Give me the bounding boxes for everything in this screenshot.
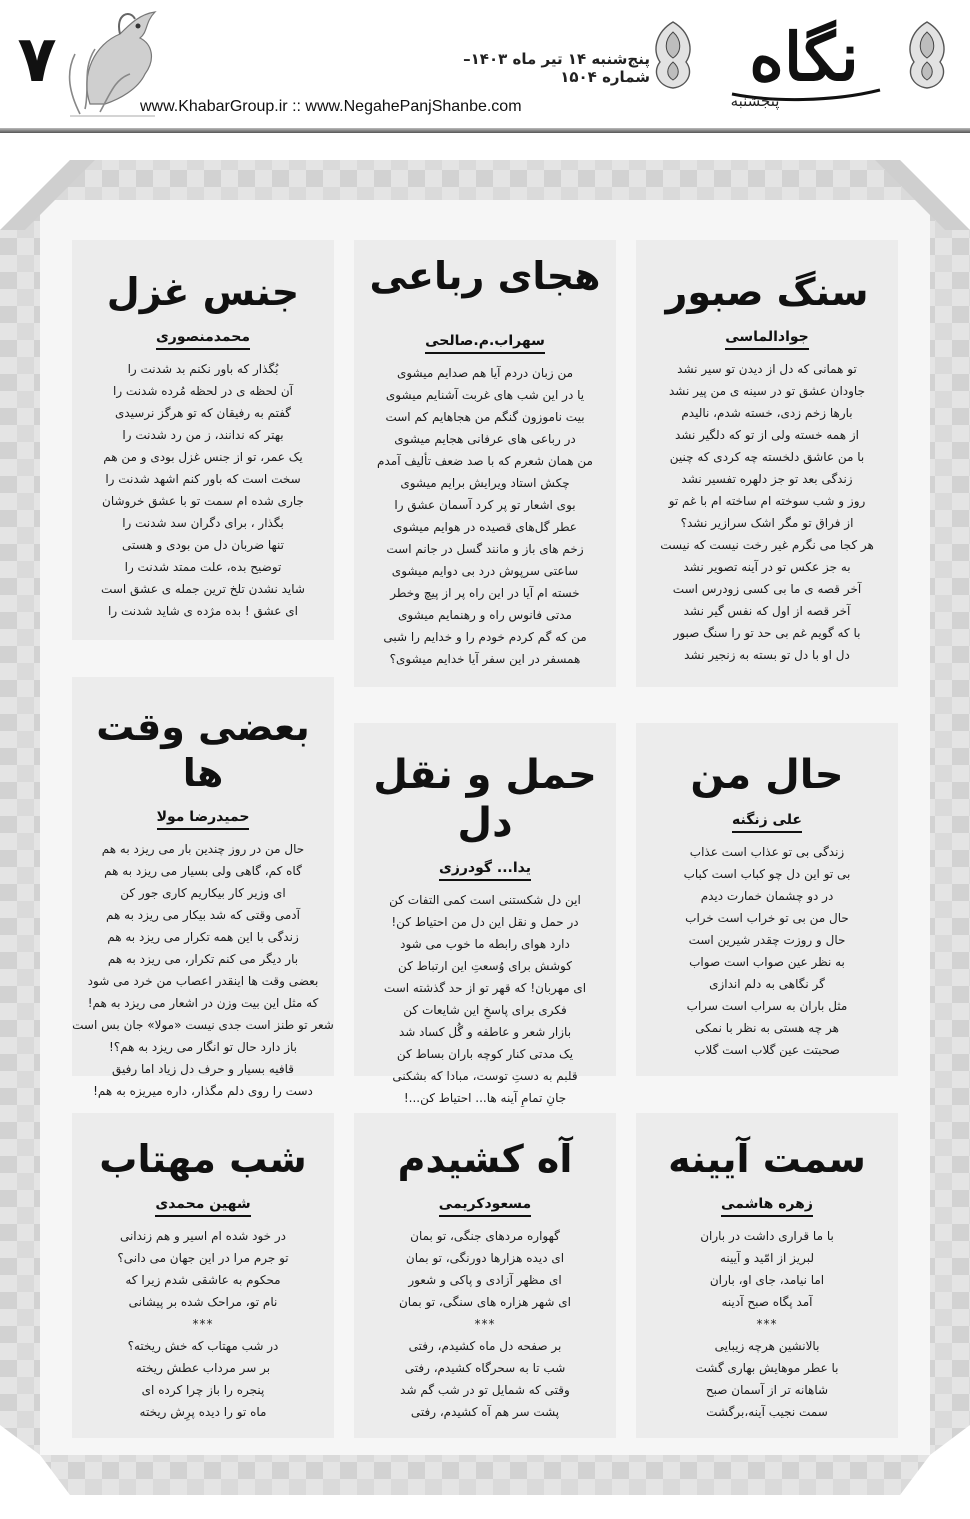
poem-card-ah-keshidam: [354, 1113, 616, 1438]
poem-card-jens-ghazal: [72, 240, 334, 640]
poem-line: ای شهر هزاره های سنگی، تو بمان: [398, 1294, 572, 1309]
poem-author: حمیدرضا مولا: [157, 809, 250, 830]
poem-line: من که گم کردم خودم را و خدایم را شبی: [383, 629, 587, 644]
poem-line: تنها ضربان دل من بودی و هستی: [121, 537, 284, 552]
poem-line: در دو چشمان خمارت دیدم: [700, 889, 834, 903]
poem-line: بهتر که ندانند، ز من رد شدنت را: [122, 427, 284, 442]
poem-line: شعر تو طنز است جدی نیست «مولا» جان بس است: [72, 1018, 334, 1033]
poem-line: در خود شده ام اسیر و هم زندانی: [119, 1228, 287, 1243]
poem-line: جاودان عشق تو در سینه ی من پیر نشد: [668, 383, 866, 398]
poem-line: قلبم به دستِ توست، مبادا که بشکنی: [392, 1069, 578, 1083]
poem-card-bazi-vaght-ha: [72, 677, 334, 1099]
poem-title: سنگ صبور: [665, 270, 869, 314]
poem-line: جاری شده ام سمت تو با عشق خروشان: [102, 493, 304, 508]
poem-line: جانِ تمامِ آینه ها... احتیاط کن...!: [403, 1091, 567, 1105]
stanza-separator: ***: [192, 1316, 214, 1331]
page-header: [0, 0, 970, 135]
header-divider: [0, 128, 970, 133]
poem-line: گر نگاهی به دلم اندازی: [709, 977, 825, 991]
poem-author: جوادالماسی: [725, 329, 808, 350]
poem-author: زهره هاشمی: [721, 1196, 813, 1217]
poem-line: یک مدتی کنار کوچه باران بساط کن: [396, 1047, 574, 1061]
poem-line: ماه تو را دیده پرِش ریخته: [139, 1404, 267, 1419]
poem-line: بر صفحه دل ماه کشیدم، رفتی: [408, 1338, 562, 1353]
poem-author: یدا... گودرزی: [439, 860, 531, 881]
poem-line: آمد پگاه صبح آدینه: [721, 1294, 813, 1309]
poem-line: من همان شعرم که با صد ضعف تألیف آمدم: [377, 453, 593, 468]
poem-title: حمل و نقل دل: [373, 752, 597, 846]
poem-line: بارها زخم زدی، خسته شدم، نالیدم: [681, 405, 853, 420]
poem-line: وقتی که شمایل تو در شب گم شد: [400, 1382, 570, 1397]
poem-line: صحبتت عین گلاب است گلاب: [694, 1043, 840, 1057]
poem-line: ای عشق ! بده مژده ی شاید شدنت را: [108, 603, 298, 618]
poem-line: فکری برای پاسخِ این شایعات کن: [403, 1003, 567, 1017]
poem-line: چکش استاد ویرایش برایم میشوی: [400, 475, 570, 490]
poem-card-sang-sabour: [636, 240, 898, 687]
poem-line: هر کجا می نگرم غیر رخت نیست که نیست: [660, 537, 874, 552]
poem-line: عطر گل‌های قصیده در هوایم میشوی: [393, 519, 577, 534]
poem-line: حال و روزت چقدر شیرین است: [688, 933, 846, 947]
poem-line: ای مهربان! که قهر تو از حد گذشته است: [383, 981, 587, 995]
poem-line: آخر قصه ی ما بی کسی زودرس است: [672, 581, 862, 596]
poem-line: آن لحظه ی در لحظه مُرده شدنت را: [112, 383, 294, 398]
poem-card-hejaye-robaei: [354, 240, 616, 687]
poem-line: یا در این شب های غربت آشنایم میشوی: [385, 387, 585, 402]
poem-card-hal-e-man: [636, 723, 898, 1076]
poem-line: دارد هوای رابطه ما خوب می شود: [400, 937, 570, 951]
poem-line: حال من بی تو خراب است خراب: [685, 911, 849, 925]
poem-line: از همه خسته ولی از تو که دلگیر نشد: [674, 427, 859, 442]
poem-line: با من عاشق دلخسته چه کردی که چنین: [669, 449, 865, 464]
poem-line: ای مظهر آزادی و پاکی و شعور: [408, 1272, 562, 1287]
poem-line: سمت نجیب آینه،برگشت: [706, 1404, 828, 1419]
poem-line: ای دیده هزارها دورنگی، تو بمان: [405, 1250, 565, 1265]
poem-line: حال من در روز چندین بار می ریزد به هم: [101, 842, 305, 857]
poem-line: باز دارد حال تو انگار می ریزد به هم؟!: [108, 1040, 297, 1055]
issue-date-number: پنج‌شنبه ۱۴ تیر ماه ۱۴۰۳– شماره ۱۵۰۴: [463, 50, 650, 86]
poem-author: محمدمنصوری: [156, 329, 250, 350]
poem-line: با ما قراری داشت در باران: [700, 1228, 834, 1243]
poem-title: بعضی وقت ها: [96, 705, 310, 795]
poem-title: هجای رباعی: [369, 254, 601, 298]
poem-line: آدمی وقتی که شد بیکار می ریزد به هم: [106, 908, 300, 923]
poem-line: گفتم به رفیقان که تو هرگز نرسیدی: [114, 405, 292, 420]
ornament-right: [904, 20, 950, 90]
poem-line: به جز عکس تو در آینه تصویر نشد: [683, 559, 851, 574]
poem-line: بار دیگر می کنم تکرار، می ریزد به هم: [107, 952, 299, 967]
poem-line: اما نیامد، جای او، باران: [709, 1272, 825, 1287]
poem-line: یک عمر، تو از جنس غزل بودی و من هم: [103, 449, 303, 464]
poem-line: از فراق تو مگر اشک سرازیر نشد؟: [680, 515, 854, 530]
page-number: ۷: [17, 23, 57, 97]
poem-line: شاهانه تر از آسمان صبح: [705, 1382, 829, 1397]
poem-line: بیت ناموزون گنگم من هجاهایم کم است: [385, 409, 585, 424]
poem-line: خسته ام آیا در این راه پر از پیچ وخطر: [390, 585, 580, 600]
poem-line: پشت سر هم آه کشیدم، رفتی: [410, 1404, 560, 1419]
poem-line: بالانشین هرچه زیبایی: [714, 1338, 820, 1353]
stanza-separator: ***: [756, 1316, 778, 1331]
website-urls: www.KhabarGroup.ir :: www.NegahePanjShanbe.com: [140, 98, 522, 115]
poem-line: بوی اشعار تو پر کرد آسمان عشق را: [394, 497, 576, 512]
poem-line: شاید نشدن تلخ ترین جمله ی عشق است: [101, 581, 305, 596]
poem-author: مسعودکریمی: [439, 1196, 531, 1217]
poem-line: من زبان دردم آیا هم صدایم میشوی: [396, 365, 574, 380]
poem-line: توضیح بده، علت ممتد شدنت را: [124, 559, 282, 574]
poem-line: زندگی بعد تو جز دلهره تفسیر نشد: [681, 471, 853, 486]
poem-title: شب مهتاب: [99, 1137, 307, 1181]
poem-line: در رباعی های عرفانی هجایم میشوی: [394, 431, 576, 446]
poem-author: علی زنگنه: [732, 812, 802, 833]
poem-line: بی تو این دل چو کباب است کباب: [683, 867, 851, 881]
poem-author: شهین محمدی: [155, 1196, 250, 1217]
poem-line: گاه کم، گاهی ولی بسیار می ریزد به هم: [104, 864, 302, 879]
poem-line: سخت است که باور کنم اشهد شدنت را: [105, 471, 301, 486]
poem-line: روز و شب سوخته ام ساخته ام با غم تو: [668, 493, 866, 508]
poem-line: دست را روی دلم مگذار، داره میریزه به هم!: [93, 1084, 313, 1099]
poem-line: شب تا به سحرگاه کشیدم، رفتی: [404, 1360, 566, 1375]
poem-line: هر چه هستی به نظر با نمکی: [695, 1021, 839, 1035]
poem-line: این دل شکستنی است کمی التفات کن: [389, 893, 581, 907]
poem-line: بُگذار که باور نکنم بد شدنت را: [127, 361, 279, 376]
poem-title: حال من: [690, 752, 844, 798]
poem-line: آخر قصه از اول که نفس گیر نشد: [683, 603, 851, 618]
poem-line: پنجره را باز چرا کرده ای: [141, 1382, 265, 1397]
poem-line: بعضی وقت ها اینقدر اعصاب من خرد می شود: [87, 974, 319, 989]
logo-subtitle: پنجشنبه: [730, 92, 780, 110]
poem-line: به نظر عین صواب است صواب: [689, 955, 845, 969]
poem-line: ای وزیر کار بیکاریم کاری جور کن: [120, 886, 286, 901]
logo-text: نگاه: [749, 18, 859, 96]
poem-line: ساعتی سرپوش درد بی دوایم میشوی: [391, 563, 579, 578]
poem-line: تو جرم مرا در این جهان می دانی؟: [117, 1250, 289, 1265]
poem-line: دل او با دل تو بسته به زنجیر نشد: [684, 647, 850, 662]
poem-line: زندگی با این همه تکرار می ریزد به هم: [107, 930, 299, 945]
poem-line: زندگی بی تو عذاب است عذاب: [689, 845, 845, 859]
poem-author: سهراب.م.صالحی: [425, 333, 545, 354]
poem-line: در حمل و نقل این دل من احتیاط کن!: [391, 915, 579, 929]
poem-line: مدتی فانوس راه و رهنمایم میشوی: [398, 607, 572, 622]
poem-line: زخم های باز و مانند گسل در جانم است: [386, 541, 584, 556]
poem-title: سمت آیینه: [668, 1137, 866, 1181]
poem-title: جنس غزل: [106, 270, 300, 314]
poem-card-shab-e-mahtab: [72, 1113, 334, 1438]
poem-title: آه کشیدم: [397, 1137, 573, 1181]
poem-line: تو همانی که دل از دیدن تو سیر نشد: [677, 361, 857, 376]
poem-line: مثل باران به سراب است سراب: [686, 999, 848, 1013]
poem-line: همسفر در این سفر آیا خدایم میشوی؟: [389, 651, 581, 666]
poem-card-samt-e-ayineh: [636, 1113, 898, 1438]
poem-line: محکوم به عاشقی شدم زیرا که: [125, 1272, 281, 1287]
poem-line: کوشش برای وُسعتِ این ارتباط کن: [398, 959, 572, 973]
poem-card-haml-o-naghl: [354, 723, 616, 1105]
poem-line: بر سر مرداب عطش ریخته: [135, 1360, 271, 1375]
poem-line: قافیه بسیار و حرف دل زیاد اما رفیق: [111, 1062, 295, 1077]
poem-line: بازار شعر و عاطفه و گُل کساد شد: [398, 1025, 572, 1039]
poem-line: بگذار ، برای دگران سد شدنت را: [122, 515, 284, 530]
poem-line: با که گویم غم بی حد تو را سنگ صبور: [673, 625, 861, 640]
poem-line: با عطر موهایش بهاری گشت: [695, 1360, 839, 1375]
poem-line: که مثل این بیت وزن در اشعار می ریزد به هم!: [87, 996, 319, 1011]
poem-line: نام تو، مراحک شده بر پیشانی: [128, 1294, 278, 1309]
poem-line: گهواره مردهای جنگی، تو بمان: [410, 1228, 560, 1243]
poem-line: لبریز از امّید و آیینه: [719, 1250, 815, 1265]
ornament-left: [650, 20, 696, 90]
poem-line: در شب مهتاب که خش ریخته؟: [127, 1338, 279, 1353]
stanza-separator: ***: [474, 1316, 496, 1331]
